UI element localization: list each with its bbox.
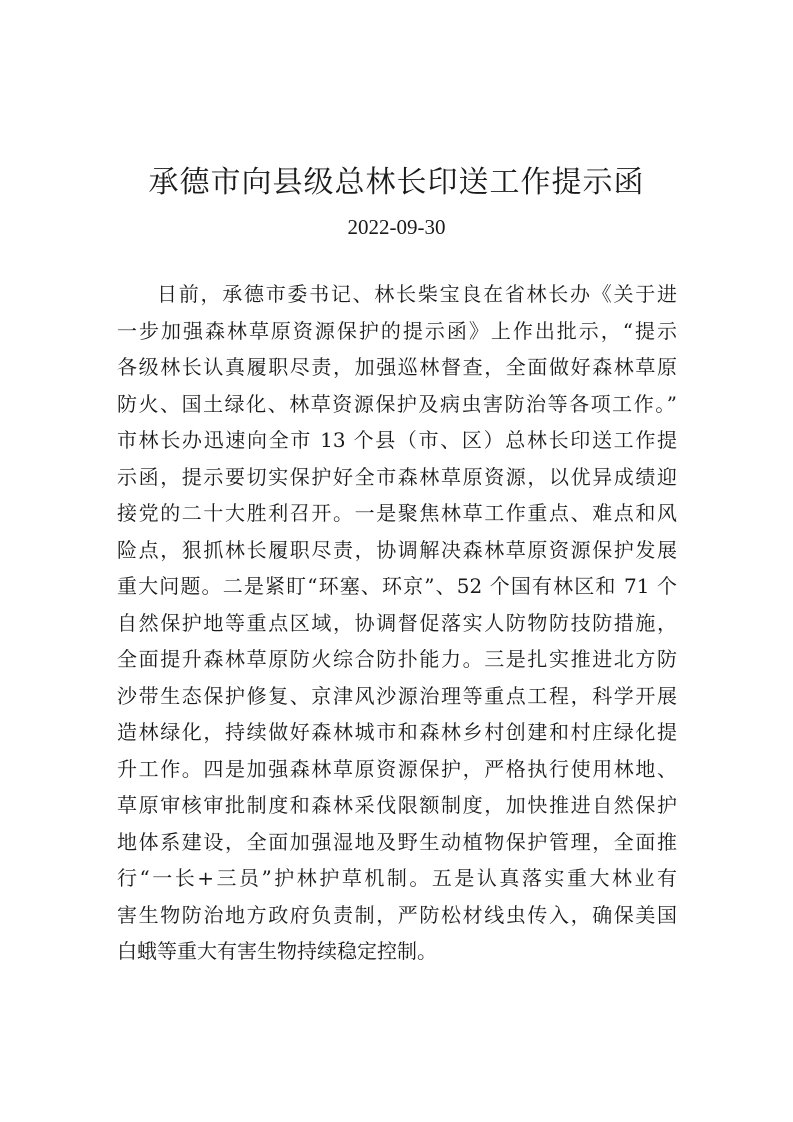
- body-line: 各级林长认真履职尽责，加强巡林督查，全面做好森林草原: [117, 355, 677, 379]
- body-line: 白蛾等重大有害生物持续稳定控制。: [117, 939, 437, 963]
- body-line: 全面提升森林草原防火综合防扑能力。三是扎实推进北方防: [117, 647, 677, 671]
- body-line: 行“一长+三员”护林护草机制。五是认真落实重大林业有: [117, 866, 677, 890]
- body-line: 日前，承德市委书记、林长柴宝良在省林长办《关于进: [157, 282, 677, 306]
- body-line: 自然保护地等重点区域，协调督促落实人防物防技防措施，: [117, 610, 677, 635]
- body-line: 造林绿化，持续做好森林城市和森林乡村创建和村庄绿化提: [117, 720, 677, 744]
- body-line: 市林长办迅速向全市 13 个县（市、区）总林长印送工作提: [117, 428, 677, 452]
- body-line: 沙带生态保护修复、京津风沙源治理等重点工程，科学开展: [117, 683, 677, 708]
- body-line: 一步加强森林草原资源保护的提示函》上作出批示，“提示: [117, 318, 677, 343]
- body-line: 防火、国土绿化、林草资源保护及病虫害防治等各项工作。”: [117, 391, 677, 416]
- body-line: 草原审核审批制度和森林采伐限额制度，加快推进自然保护: [117, 793, 677, 817]
- body-line: 害生物防治地方政府负责制，严防松材线虫传入，确保美国: [117, 902, 677, 927]
- document-date: 2022-09-30: [347, 215, 446, 239]
- body-line: 险点，狠抓林长履职尽责，协调解决森林草原资源保护发展: [117, 537, 677, 562]
- body-line: 重大问题。二是紧盯“环塞、环京”、52 个国有林区和 71 个: [117, 574, 677, 598]
- body-line: 地体系建设，全面加强湿地及野生动植物保护管理，全面推: [117, 829, 677, 854]
- body-line: 接党的二十大胜利召开。一是聚焦林草工作重点、难点和风: [117, 501, 677, 525]
- document-body: [117, 276, 677, 970]
- body-line: 升工作。四是加强森林草原资源保护，严格执行使用林地、: [117, 756, 677, 781]
- body-line: 示函，提示要切实保护好全市森林草原资源，以优异成绩迎: [117, 464, 677, 489]
- document-title: 承德市向县级总林长印送工作提示函: [148, 165, 645, 200]
